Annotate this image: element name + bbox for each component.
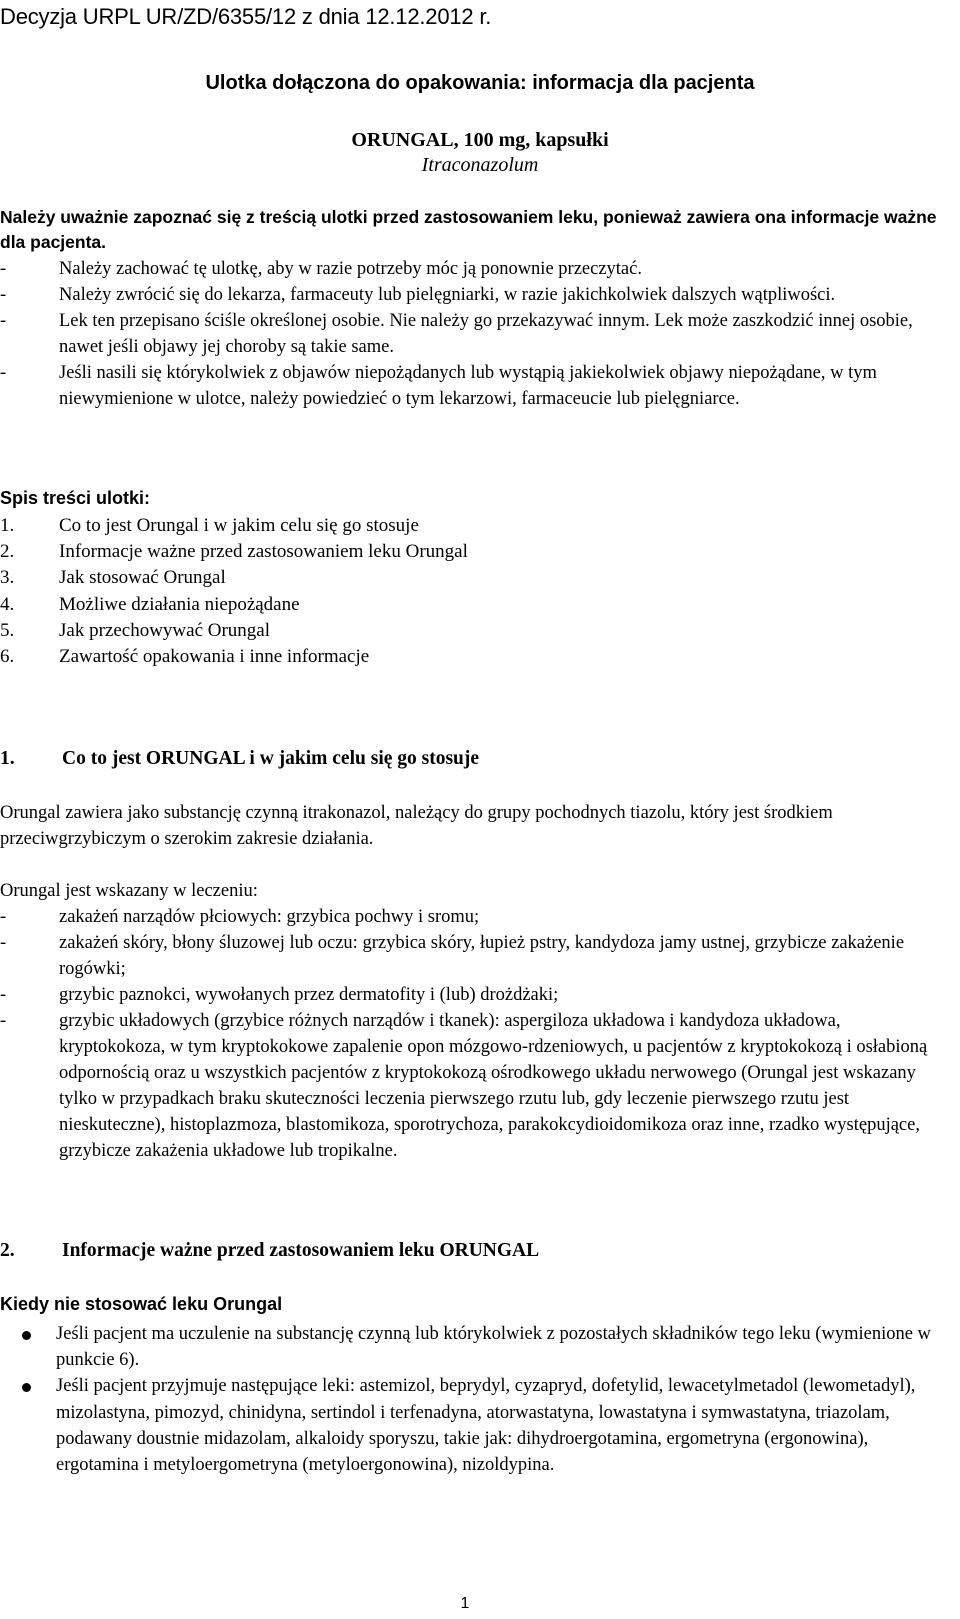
list-item-text: Jeśli pacjent przyjmuje następujące leki: astemizol, beprydyl, cyzapryd, dofetylid, lewacetylmetadol (lewometadyl), mizolastyna, pimozyd, chinidyna, sertindol i terfenadyna, atorwastatyna, lowastatyna i symwastatyna, triazolam, podawany doustnie midazolam, alkaloidy sporyszu, takie jak: dihydroergotamina, ergometryna (ergonowina), ergotamina i metyloergometryna (metyloergonowina), nizoldypina.: [56, 1376, 916, 1476]
toc-number: 2.: [0, 541, 15, 563]
product-name: ORUNGAL, 100 mg, kapsułki: [351, 129, 609, 151]
toc-number: 5.: [0, 619, 15, 641]
toc-number: 3.: [0, 567, 15, 589]
bullet-icon: [22, 1383, 31, 1392]
list-item: [0, 1373, 935, 1478]
dash-marker: -: [0, 1011, 7, 1031]
list-item-text: Jeśli nasili się którykolwiek z objawów niepożądanych lub wystąpią jakiekolwiek objawy niepożądane, w tym niewymienione w ulotce, należy powiedzieć o tym lekarzowi, farmaceucie lub pielęgniarce.: [59, 363, 877, 409]
list-item: [0, 360, 952, 412]
dash-marker: -: [0, 907, 7, 927]
indications-list: [0, 904, 945, 1164]
toc-item-text: Możliwe działania niepożądane: [59, 593, 300, 615]
dash-marker: -: [0, 363, 7, 383]
list-item: [0, 904, 945, 930]
page-number: 1: [460, 1595, 470, 1612]
toc-number: 1.: [0, 515, 15, 536]
section-title: Informacje ważne przed zastosowaniem leku ORUNGAL: [62, 1240, 540, 1261]
leaflet-title: Ulotka dołączona do opakowania: informacja dla pacjenta: [205, 72, 755, 94]
list-item-text: zakażeń narządów płciowych: grzybica pochwy i sromu;: [59, 907, 480, 927]
toc-item: [0, 618, 468, 644]
toc-item-text: Informacje ważne przed zastosowaniem leku Orungal: [59, 541, 468, 563]
list-item-text: grzybic paznokci, wywołanych przez dermatofity i (lub) drożdżaki;: [59, 985, 559, 1005]
toc-item: [0, 513, 468, 539]
section-number: 2.: [0, 1240, 15, 1261]
toc-item-text: Jak przechowywać Orungal: [59, 619, 271, 641]
list-item-text: Jeśli pacjent ma uczulenie na substancję czynną lub którykolwiek z pozostałych składników tego leku (wymienione w punkcie 6).: [56, 1324, 931, 1371]
intro-list: [0, 256, 952, 412]
toc-item-text: Zawartość opakowania i inne informacje: [59, 646, 370, 668]
section-number: 1.: [0, 748, 15, 769]
toc-heading: Spis treści ulotki:: [0, 488, 151, 508]
toc-item: [0, 565, 468, 591]
list-item: [0, 282, 952, 308]
toc-number: 6.: [0, 646, 15, 668]
indications-intro: Orungal jest wskazany w leczeniu:: [0, 881, 258, 901]
toc-item: [0, 644, 468, 670]
section-title: Co to jest ORUNGAL i w jakim celu się go stosuje: [62, 748, 480, 769]
table-of-contents: [0, 513, 468, 670]
list-item-text: Należy zachować tę ulotkę, aby w razie potrzeby móc ją ponownie przeczytać.: [59, 259, 642, 279]
dash-marker: -: [0, 985, 7, 1005]
toc-item: [0, 539, 468, 565]
list-item-text: Lek ten przepisano ściśle określonej osobie. Nie należy go przekazywać innym. Lek może zaszkodzić innej osobie, nawet jeśli objawy jej choroby są takie same.: [59, 311, 913, 357]
list-item: [0, 256, 952, 282]
list-item-text: grzybic układowych (grzybice różnych narządów i tkanek): aspergiloza układowa i kandydoza układowa, kryptokokoza, w tym kryptokokowe zapalenie opon mózgowo-rdzeniowych, u pacjentów z kryptokokozą i osłabioną odpornością oraz u wszystkich pacjentów z kryptokokozą ośrodkowego układu nerwowego (Orungal jest wskazany tylko w przypadkach braku skuteczności leczenia pierwszego rzutu lub, gdy leczenie pierwszego rzutu jest nieskuteczne), histoplazmoza, blastomikoza, sporotrychoza, parakokcydioidomikoza oraz inne, rzadko występujące, grzybicze zakażenia układowe lub tropikalne.: [59, 1011, 928, 1161]
decision-reference: Decyzja URPL UR/ZD/6355/12 z dnia 12.12.2012 r.: [0, 4, 492, 29]
toc-item-text: Co to jest Orungal i w jakim celu się go stosuje: [59, 515, 419, 536]
dash-marker: -: [0, 259, 7, 279]
list-item: [0, 982, 945, 1008]
toc-item-text: Jak stosować Orungal: [59, 567, 226, 589]
list-item: [0, 1321, 935, 1373]
bullet-icon: [22, 1331, 31, 1340]
dash-marker: -: [0, 933, 7, 953]
toc-item: [0, 592, 468, 618]
section-1-paragraph: Orungal zawiera jako substancję czynną itrakonazol, należący do grupy pochodnych tiazolu, który jest środkiem przeciwgrzybiczym o szerokim zakresie działania.: [0, 803, 833, 849]
contraindications-list: [0, 1321, 935, 1478]
warning-text: Należy uważnie zapoznać się z treścią ulotki przed zastosowaniem leku, ponieważ zawiera ona informacje ważne dla pacjenta.: [0, 207, 937, 252]
list-item: [0, 930, 945, 982]
dash-marker: -: [0, 311, 7, 331]
list-item-text: Należy zwrócić się do lekarza, farmaceuty lub pielęgniarki, w razie jakichkolwiek dalszych wątpliwości.: [59, 285, 836, 305]
list-item: [0, 308, 952, 360]
dash-marker: -: [0, 285, 7, 305]
contraindications-heading: Kiedy nie stosować leku Orungal: [0, 1294, 283, 1314]
list-item: [0, 1008, 945, 1164]
toc-number: 4.: [0, 593, 15, 615]
active-substance: Itraconazolum: [421, 154, 539, 176]
list-item-text: zakażeń skóry, błony śluzowej lub oczu: grzybica skóry, łupież pstry, kandydoza jamy ustnej, grzybicze zakażenie rogówki;: [59, 933, 905, 979]
